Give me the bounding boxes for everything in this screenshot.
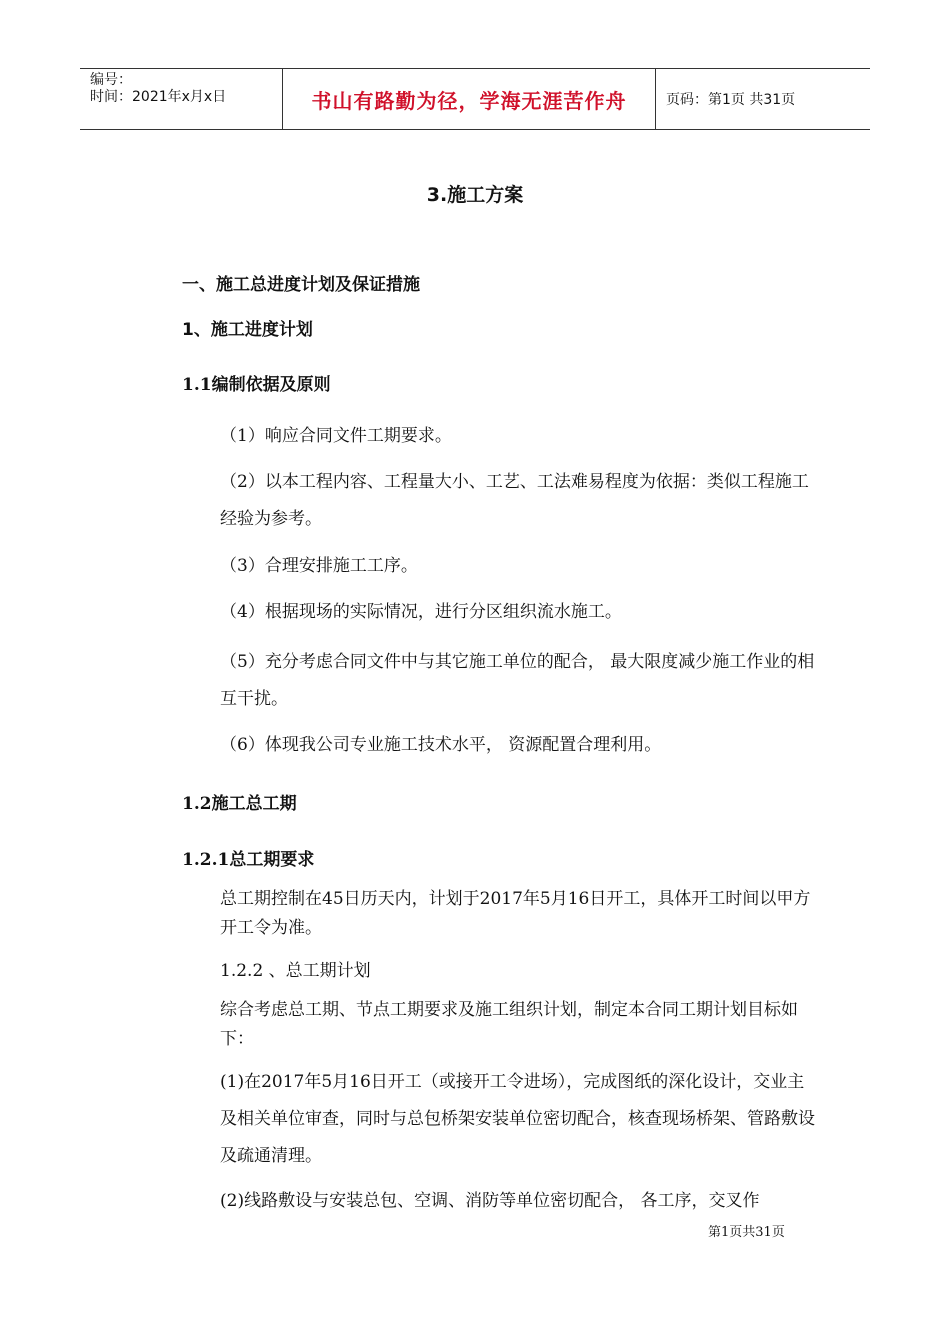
subsection-heading-1-1: 1.1编制依据及原则 — [182, 375, 331, 395]
header-motto: 书山有路勤为径，学海无涯苦作舟 — [282, 69, 656, 129]
paragraph: 总工期控制在45日历天内，计划于2017年5月16日开工，具体开工时间以甲方开工令为准。 — [220, 889, 811, 938]
page-header — [80, 68, 870, 130]
subsection-heading: 1、施工进度计划 — [182, 320, 313, 340]
subsection-heading-1-2-1: 1.2.1总工期要求 — [182, 850, 315, 870]
list-item: （1）响应合同文件工期要求。 — [220, 426, 452, 446]
page-footer: 第1页共31页 — [708, 1225, 785, 1240]
document-date: 时间：2021年x月x日 — [90, 89, 227, 105]
document-title: 3.施工方案 — [426, 184, 524, 206]
list-item: （5）充分考虑合同文件中与其它施工单位的配合， 最大限度减少施工作业的相互干扰。 — [220, 652, 815, 709]
plan-item: (1)在2017年5月16日开工（或接开工令进场），完成图纸的深化设计，交业主及相关单位审查，同时与总包桥架安装单位密切配合，核查现场桥架、管路敷设及疏通清理。 — [220, 1072, 815, 1166]
section-heading: 一、施工总进度计划及保证措施 — [182, 275, 420, 295]
subsection-heading-1-2-2: 1.2.2 、总工期计划 — [220, 961, 371, 981]
document-number-label: 编号： — [90, 72, 132, 88]
list-item: （3）合理安排施工工序。 — [220, 556, 418, 576]
list-item: （4）根据现场的实际情况，进行分区组织流水施工。 — [220, 602, 622, 622]
plan-item: (2)线路敷设与安装总包、空调、消防等单位密切配合， 各工序，交叉作 — [220, 1191, 760, 1211]
list-item: （6）体现我公司专业施工技术水平， 资源配置合理利用。 — [220, 735, 662, 755]
list-item: （2）以本工程内容、工程量大小、工艺、工法难易程度为依据：类似工程施工经验为参考。 — [220, 472, 809, 529]
header-meta — [80, 69, 282, 129]
subsection-heading-1-2: 1.2施工总工期 — [182, 794, 297, 814]
paragraph: 综合考虑总工期、节点工期要求及施工组织计划，制定本合同工期计划目标如下： — [220, 1000, 798, 1049]
header-page-info: 页码：第1页 共31页 — [666, 92, 796, 108]
